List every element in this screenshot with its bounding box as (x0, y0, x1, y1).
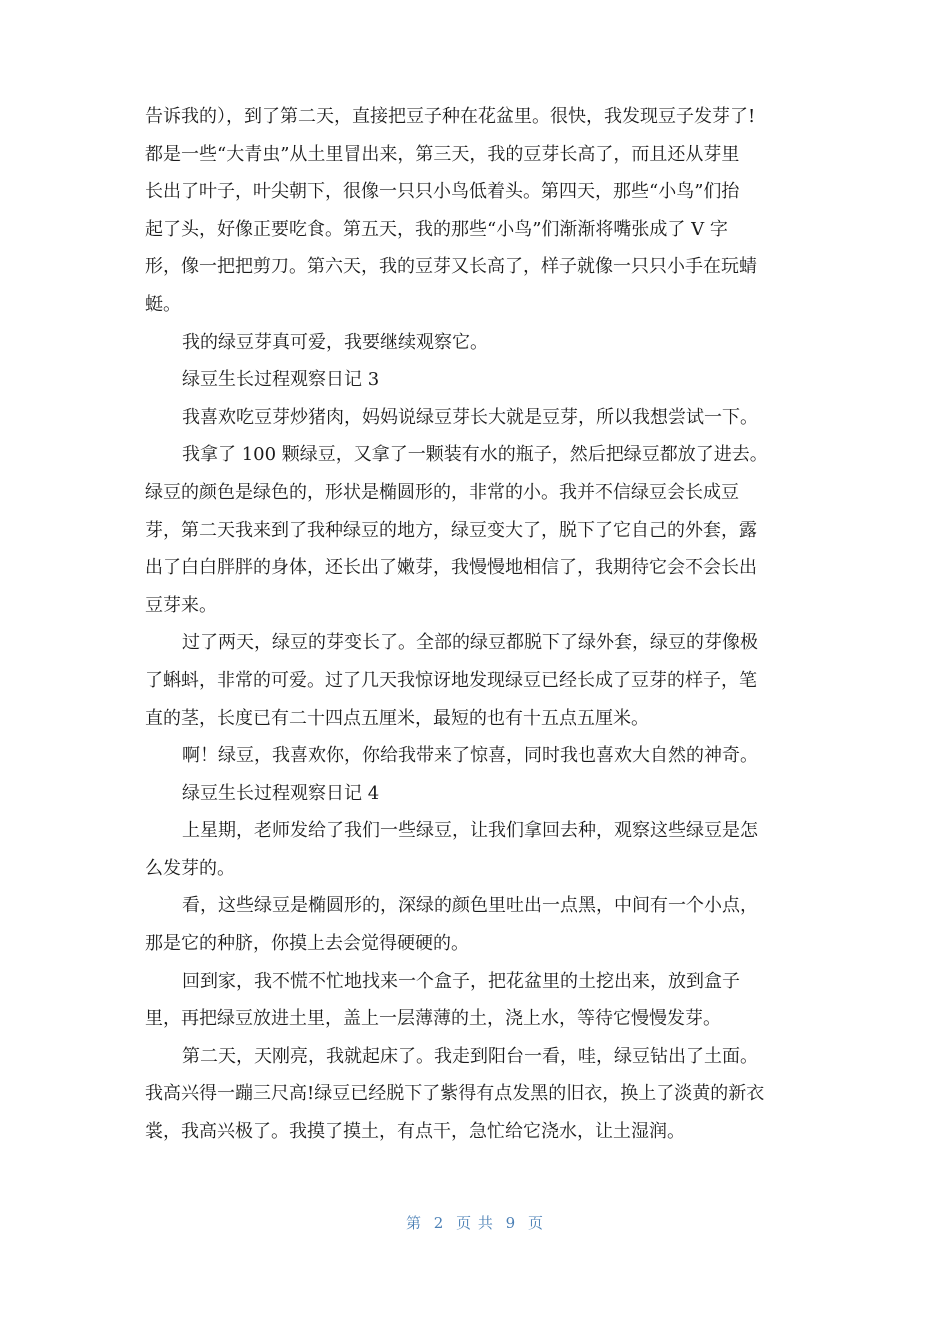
text-line: 第二天，天刚亮，我就起床了。我走到阳台一看，哇，绿豆钻出了土面。 (182, 1045, 758, 1067)
text-line: 我的绿豆芽真可爱，我要继续观察它。 (182, 331, 488, 353)
text-line: 芽，第二天我来到了我种绿豆的地方，绿豆变大了，脱下了它自己的外套，露 (145, 519, 757, 541)
text-line: 我拿了 100 颗绿豆，又拿了一颗装有水的瓶子，然后把绿豆都放了进去。 (182, 444, 768, 466)
page-footer (0, 1212, 950, 1233)
text-line: 过了两天，绿豆的芽变长了。全部的绿豆都脱下了绿外套，绿豆的芽像极 (182, 632, 758, 654)
text-line: 我喜欢吃豆芽炒猪肉，妈妈说绿豆芽长大就是豆芽，所以我想尝试一下。 (182, 406, 758, 428)
text-line: 裳，我高兴极了。我摸了摸土，有点干，急忙给它浇水，让土湿润。 (145, 1121, 685, 1143)
text-line: 里，再把绿豆放进土里，盖上一层薄薄的土，浇上水，等待它慢慢发芽。 (145, 1008, 721, 1030)
text-line: 长出了叶子，叶尖朝下，很像一只只小鸟低着头。第四天，那些“小鸟”们抬 (145, 181, 740, 203)
text-line: 起了头，好像正要吃食。第五天，我的那些“小鸟”们渐渐将嘴张成了 V 字 (145, 218, 728, 240)
total-pages-number: 9 (505, 1214, 517, 1232)
text-line: 蜓。 (145, 293, 181, 315)
text-line: 那是它的种脐，你摸上去会觉得硬硬的。 (145, 933, 469, 955)
footer-prefix: 第 (405, 1214, 422, 1232)
text-line: 绿豆的颜色是绿色的，形状是椭圆形的，非常的小。我并不信绿豆会长成豆 (145, 481, 739, 503)
text-line: 回到家，我不慌不忙地找来一个盒子，把花盆里的土挖出来，放到盒子 (182, 970, 740, 992)
text-line: 绿豆生长过程观察日记 3 (182, 369, 380, 391)
text-line: 形，像一把把剪刀。第六天，我的豆芽又长高了，样子就像一只只小手在玩蜻 (145, 256, 757, 278)
text-line: 啊！绿豆，我喜欢你，你给我带来了惊喜，同时我也喜欢大自然的神奇。 (182, 745, 758, 767)
text-line: 绿豆生长过程观察日记 4 (182, 782, 380, 804)
text-line: 上星期，老师发给了我们一些绿豆，让我们拿回去种，观察这些绿豆是怎 (182, 820, 758, 842)
text-line: 了蝌蚪，非常的可爱。过了几天我惊讶地发现绿豆已经长成了豆芽的样子，笔 (145, 669, 757, 691)
text-line: 么发芽的。 (145, 857, 235, 879)
text-line: 都是一些“大青虫”从土里冒出来，第三天，我的豆芽长高了，而且还从芽里 (145, 143, 740, 165)
text-line: 直的茎，长度已有二十四点五厘米，最短的也有十五点五厘米。 (145, 707, 649, 729)
footer-suffix: 页 (528, 1214, 545, 1232)
document-body (145, 98, 805, 1151)
current-page-number: 2 (433, 1214, 445, 1232)
text-line: 看，这些绿豆是椭圆形的，深绿的颜色里吐出一点黑，中间有一个小点， (182, 895, 758, 917)
text-line: 告诉我的），到了第二天，直接把豆子种在花盆里。很快，我发现豆子发芽了! (145, 106, 756, 127)
text-line: 出了白白胖胖的身体，还长出了嫩芽，我慢慢地相信了，我期待它会不会长出 (145, 557, 757, 579)
footer-middle: 页 共 (456, 1214, 494, 1232)
text-line: 豆芽来。 (145, 594, 217, 616)
text-line: 我高兴得一蹦三尺高!绿豆已经脱下了紫得有点发黑的旧衣，换上了淡黄的新衣 (145, 1083, 765, 1105)
